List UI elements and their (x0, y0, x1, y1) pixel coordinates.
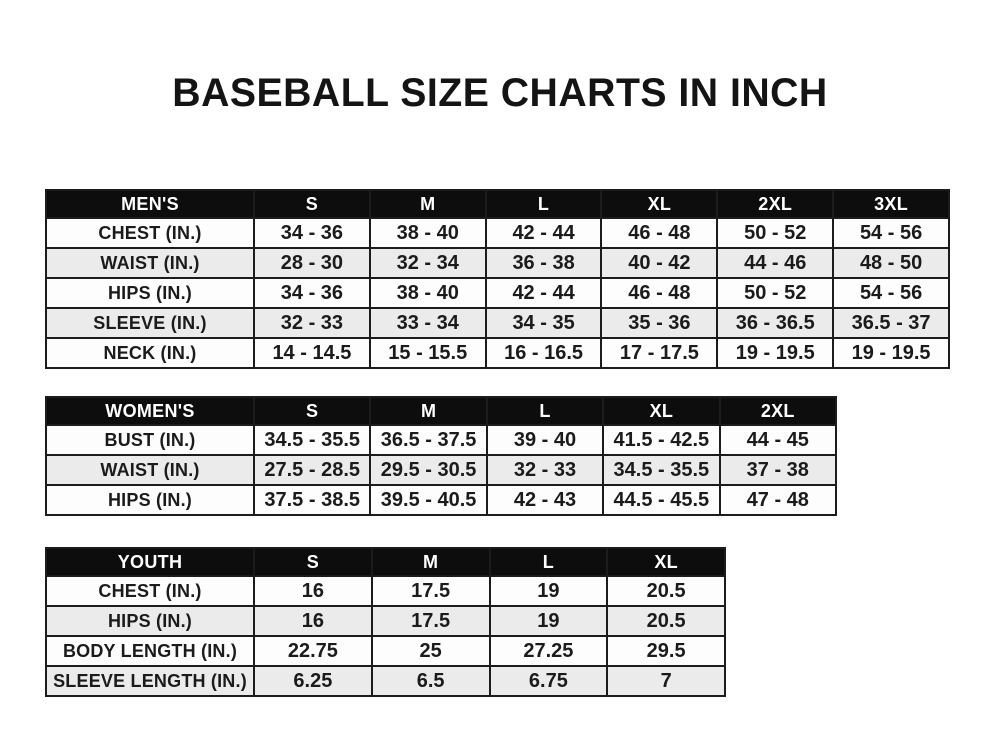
size-value-cell: 25 (372, 636, 490, 666)
size-value-cell: 37.5 - 38.5 (254, 485, 370, 515)
size-value-cell: 42 - 44 (486, 218, 602, 248)
size-col-header: 2XL (717, 190, 833, 218)
measure-label-cell: BUST (IN.) (46, 425, 254, 455)
size-value-cell: 19 (490, 606, 608, 636)
size-value-cell: 15 - 15.5 (370, 338, 486, 368)
size-value-cell: 38 - 40 (370, 218, 486, 248)
size-value-cell: 40 - 42 (601, 248, 717, 278)
size-value-cell: 20.5 (607, 606, 725, 636)
size-value-cell: 16 (254, 606, 372, 636)
size-value-cell: 16 (254, 576, 372, 606)
size-value-cell: 39 - 40 (487, 425, 603, 455)
measure-label-cell: WAIST (IN.) (46, 248, 254, 278)
table-row (46, 278, 949, 308)
size-value-cell: 6.75 (490, 666, 608, 696)
measure-label-cell: SLEEVE (IN.) (46, 308, 254, 338)
table-row (46, 338, 949, 368)
measure-label-cell: BODY LENGTH (IN.) (46, 636, 254, 666)
size-col-header: S (254, 548, 372, 576)
size-value-cell: 37 - 38 (720, 455, 836, 485)
size-value-cell: 42 - 43 (487, 485, 603, 515)
table-row (46, 485, 836, 515)
table-row (46, 218, 949, 248)
size-value-cell: 35 - 36 (601, 308, 717, 338)
size-col-header: L (487, 397, 603, 425)
size-value-cell: 34.5 - 35.5 (603, 455, 719, 485)
youth-size-table (45, 547, 726, 697)
size-value-cell: 17.5 (372, 606, 490, 636)
size-value-cell: 19 (490, 576, 608, 606)
size-value-cell: 54 - 56 (833, 218, 949, 248)
size-value-cell: 44 - 46 (717, 248, 833, 278)
measure-label-cell: CHEST (IN.) (46, 218, 254, 248)
size-value-cell: 36.5 - 37.5 (370, 425, 486, 455)
size-col-header: L (490, 548, 608, 576)
measure-label-cell: HIPS (IN.) (46, 278, 254, 308)
size-col-header: M (372, 548, 490, 576)
size-value-cell: 17 - 17.5 (601, 338, 717, 368)
table-row (46, 576, 725, 606)
size-col-header: M (370, 397, 486, 425)
size-chart-page (0, 70, 1000, 697)
size-value-cell: 29.5 - 30.5 (370, 455, 486, 485)
size-value-cell: 27.5 - 28.5 (254, 455, 370, 485)
womens-size-table (45, 396, 837, 516)
size-value-cell: 48 - 50 (833, 248, 949, 278)
size-value-cell: 36.5 - 37 (833, 308, 949, 338)
size-value-cell: 36 - 38 (486, 248, 602, 278)
size-col-header: M (370, 190, 486, 218)
table-title-cell: WOMEN'S (46, 397, 254, 425)
size-value-cell: 27.25 (490, 636, 608, 666)
size-value-cell: 34 - 36 (254, 278, 370, 308)
size-value-cell: 42 - 44 (486, 278, 602, 308)
size-value-cell: 46 - 48 (601, 218, 717, 248)
size-value-cell: 28 - 30 (254, 248, 370, 278)
size-value-cell: 44 - 45 (720, 425, 836, 455)
size-value-cell: 19 - 19.5 (717, 338, 833, 368)
table-row (46, 606, 725, 636)
size-value-cell: 38 - 40 (370, 278, 486, 308)
table-row (46, 248, 949, 278)
size-value-cell: 6.5 (372, 666, 490, 696)
size-value-cell: 32 - 33 (254, 308, 370, 338)
size-value-cell: 41.5 - 42.5 (603, 425, 719, 455)
size-col-header: L (486, 190, 602, 218)
size-value-cell: 7 (607, 666, 725, 696)
size-col-header: XL (601, 190, 717, 218)
size-value-cell: 39.5 - 40.5 (370, 485, 486, 515)
size-value-cell: 34.5 - 35.5 (254, 425, 370, 455)
size-value-cell: 47 - 48 (720, 485, 836, 515)
size-col-header: 3XL (833, 190, 949, 218)
size-value-cell: 6.25 (254, 666, 372, 696)
size-value-cell: 33 - 34 (370, 308, 486, 338)
size-col-header: 2XL (720, 397, 836, 425)
tables-container (0, 189, 1000, 697)
size-value-cell: 29.5 (607, 636, 725, 666)
header-row (46, 397, 836, 425)
header-row (46, 548, 725, 576)
page-title: BASEBALL SIZE CHARTS IN INCH (172, 71, 828, 115)
size-value-cell: 50 - 52 (717, 218, 833, 248)
size-value-cell: 46 - 48 (601, 278, 717, 308)
size-value-cell: 16 - 16.5 (486, 338, 602, 368)
size-value-cell: 22.75 (254, 636, 372, 666)
size-value-cell: 20.5 (607, 576, 725, 606)
table-row (46, 666, 725, 696)
size-value-cell: 32 - 34 (370, 248, 486, 278)
size-col-header: XL (603, 397, 719, 425)
size-value-cell: 50 - 52 (717, 278, 833, 308)
measure-label-cell: WAIST (IN.) (46, 455, 254, 485)
measure-label-cell: HIPS (IN.) (46, 606, 254, 636)
table-row (46, 455, 836, 485)
size-value-cell: 54 - 56 (833, 278, 949, 308)
mens-size-table (45, 189, 950, 369)
table-title-cell: MEN'S (46, 190, 254, 218)
size-value-cell: 36 - 36.5 (717, 308, 833, 338)
measure-label-cell: SLEEVE LENGTH (IN.) (46, 666, 254, 696)
measure-label-cell: CHEST (IN.) (46, 576, 254, 606)
size-value-cell: 17.5 (372, 576, 490, 606)
table-row (46, 308, 949, 338)
size-value-cell: 34 - 35 (486, 308, 602, 338)
size-value-cell: 34 - 36 (254, 218, 370, 248)
size-value-cell: 19 - 19.5 (833, 338, 949, 368)
size-col-header: S (254, 190, 370, 218)
header-row (46, 190, 949, 218)
size-value-cell: 14 - 14.5 (254, 338, 370, 368)
table-row (46, 636, 725, 666)
size-value-cell: 44.5 - 45.5 (603, 485, 719, 515)
size-col-header: S (254, 397, 370, 425)
size-value-cell: 32 - 33 (487, 455, 603, 485)
measure-label-cell: NECK (IN.) (46, 338, 254, 368)
measure-label-cell: HIPS (IN.) (46, 485, 254, 515)
size-col-header: XL (607, 548, 725, 576)
table-row (46, 425, 836, 455)
table-title-cell: YOUTH (46, 548, 254, 576)
